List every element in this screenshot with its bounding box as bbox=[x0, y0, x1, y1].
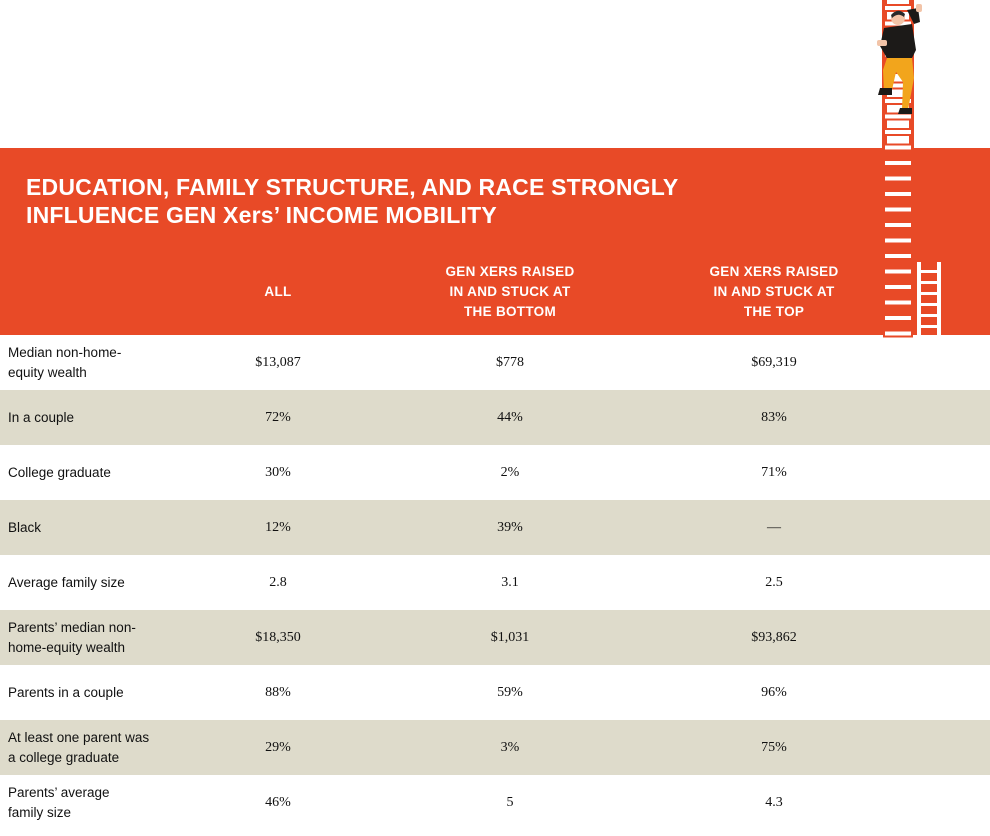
cell-value: $13,087 bbox=[255, 354, 301, 370]
cell-value: $18,350 bbox=[255, 629, 301, 645]
table-row bbox=[0, 335, 990, 390]
cell-value: 12% bbox=[265, 519, 291, 535]
ladder-rung bbox=[918, 314, 940, 317]
column-header-line: THE BOTTOM bbox=[464, 304, 556, 319]
ladder-rung bbox=[884, 253, 912, 259]
ladder-rung bbox=[918, 292, 940, 295]
column-header-line: GEN XERS RAISED bbox=[709, 264, 839, 279]
ladder-rung bbox=[918, 281, 940, 284]
cell-value: 88% bbox=[265, 684, 291, 700]
ladder-rung bbox=[884, 145, 912, 151]
cell-value: — bbox=[767, 519, 781, 535]
cell-value: 44% bbox=[497, 409, 523, 425]
title-line-1: EDUCATION, FAMILY STRUCTURE, AND RACE STRONGLY bbox=[26, 174, 679, 200]
row-label-line: a college graduate bbox=[8, 749, 120, 765]
row-label bbox=[8, 555, 208, 610]
table-row bbox=[0, 500, 990, 555]
cell-value: 46% bbox=[265, 794, 291, 810]
row-label-line: Black bbox=[8, 519, 42, 535]
title-line-2: INFLUENCE GEN Xers’ INCOME MOBILITY bbox=[26, 202, 497, 228]
row-label bbox=[8, 720, 208, 775]
cell-value: 3% bbox=[500, 739, 520, 755]
ladder-rung bbox=[884, 284, 912, 290]
cell-value: $93,862 bbox=[751, 629, 797, 645]
cell-value: 5 bbox=[506, 794, 514, 810]
row-label-line: Median non-home- bbox=[8, 344, 122, 360]
cell-value: 30% bbox=[265, 464, 291, 480]
row-label-line: equity wealth bbox=[8, 364, 87, 380]
table-row bbox=[0, 720, 990, 775]
cell-value: 2.8 bbox=[269, 574, 287, 590]
row-label bbox=[8, 445, 208, 500]
column-header-line: GEN XERS RAISED bbox=[445, 264, 575, 279]
column-header-line: IN AND STUCK AT bbox=[713, 284, 835, 299]
cell-value: $69,319 bbox=[751, 354, 797, 370]
table-row bbox=[0, 555, 990, 610]
row-label-line: home-equity wealth bbox=[8, 639, 126, 655]
column-header-line: IN AND STUCK AT bbox=[449, 284, 571, 299]
cell-value: 2.5 bbox=[765, 574, 783, 590]
column-header-line: THE TOP bbox=[743, 304, 805, 319]
row-label bbox=[8, 610, 208, 665]
cell-value: $1,031 bbox=[490, 629, 530, 645]
ladder-rung bbox=[884, 114, 912, 120]
cell-value: 71% bbox=[761, 464, 787, 480]
cell-value: 72% bbox=[265, 409, 291, 425]
cell-value: $778 bbox=[496, 354, 524, 370]
ladder-rung bbox=[884, 269, 912, 275]
row-label-line: family size bbox=[8, 804, 72, 820]
row-label-line: College graduate bbox=[8, 464, 111, 480]
row-label-line: Parents in a couple bbox=[8, 684, 124, 700]
ladder-rung bbox=[918, 270, 940, 273]
row-label-line: Parents’ average bbox=[8, 784, 110, 800]
cell-value: 4.3 bbox=[765, 794, 783, 810]
table-row bbox=[0, 665, 990, 720]
ladder-rung bbox=[884, 129, 912, 135]
ladder-rung bbox=[884, 207, 912, 213]
ladder-rung bbox=[884, 222, 912, 228]
cell-value: 83% bbox=[761, 409, 787, 425]
ladder-rung bbox=[884, 191, 912, 197]
table-row bbox=[0, 775, 990, 830]
column-header-line: ALL bbox=[264, 284, 292, 299]
cell-value: 3.1 bbox=[501, 574, 519, 590]
cell-value: 39% bbox=[497, 519, 523, 535]
table-row bbox=[0, 445, 990, 500]
row-label bbox=[8, 335, 208, 390]
cell-value: 2% bbox=[500, 464, 520, 480]
ladder-rung bbox=[884, 331, 912, 337]
ladder-rung bbox=[884, 315, 912, 321]
cell-value: 96% bbox=[761, 684, 787, 700]
person-climbing-ladder-icon bbox=[0, 0, 990, 340]
ladder-rung bbox=[884, 300, 912, 306]
row-label bbox=[8, 390, 208, 445]
cell-value: 59% bbox=[497, 684, 523, 700]
ladder-rung bbox=[918, 303, 940, 306]
ladder-rung bbox=[884, 176, 912, 182]
ladder-rung bbox=[884, 238, 912, 244]
ladder-rung bbox=[918, 325, 940, 328]
ladder-rung bbox=[884, 160, 912, 166]
short-ladder-icon bbox=[917, 262, 941, 335]
row-label-line: Average family size bbox=[8, 574, 125, 590]
row-label bbox=[8, 775, 208, 830]
row-label-line: In a couple bbox=[8, 409, 75, 425]
row-label bbox=[8, 665, 208, 720]
row-label bbox=[8, 500, 208, 555]
cell-value: 75% bbox=[761, 739, 787, 755]
cell-value: 29% bbox=[265, 739, 291, 755]
row-label-line: Parents’ median non- bbox=[8, 619, 136, 635]
table-row bbox=[0, 610, 990, 665]
row-label-line: At least one parent was bbox=[8, 729, 150, 745]
table-row bbox=[0, 390, 990, 445]
